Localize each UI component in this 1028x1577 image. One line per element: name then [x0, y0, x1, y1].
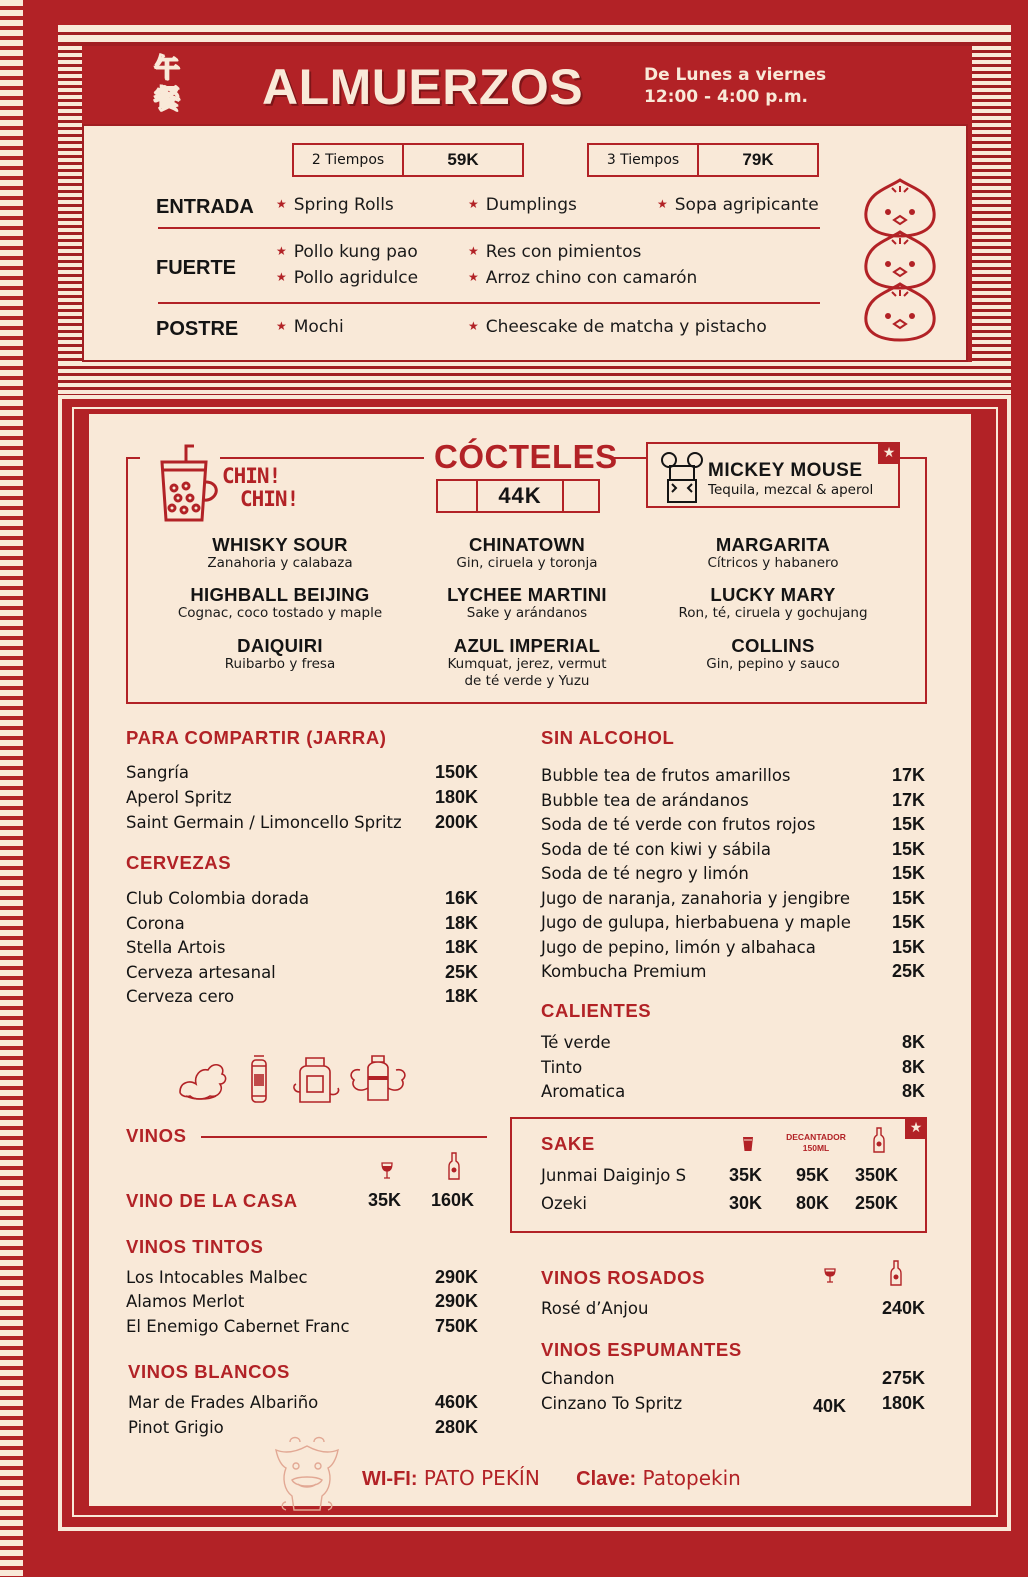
sake-cup-icon [742, 1136, 754, 1152]
cocktails-title: CÓCTELES [434, 438, 618, 475]
menu-item: Stella Artois 18K [126, 937, 478, 957]
section-title-vinos-blancos: VINOS BLANCOS [128, 1361, 290, 1382]
menu-item: Soda de té verde con frutos rojos 15K [541, 814, 925, 834]
bubble-tea-icon [156, 442, 222, 524]
menu-item: Sangría 150K [126, 762, 478, 782]
menu-item: Té verde 8K [541, 1032, 925, 1052]
menu-item: Jugo de pepino, limón y albahaca 15K [541, 937, 925, 957]
cocktail-item: HIGHBALL BEIJING Cognac, coco tostado y maple [177, 584, 383, 621]
menu-item: Saint Germain / Limoncello Spritz 200K [126, 812, 478, 832]
option-price: 59K [447, 150, 479, 169]
section-title-cervezas: CERVEZAS [126, 852, 232, 873]
glass-price: 40K [813, 1396, 847, 1416]
option-2-tiempos [292, 143, 524, 177]
dish-item: ★ Pollo agridulce [276, 268, 419, 288]
sake-item-name: Ozeki [541, 1194, 587, 1213]
cocktail-item: AZUL IMPERIAL Kumquat, jerez, vermut de té verde y Yuzu [447, 635, 607, 689]
section-title-sin-alcohol: SIN ALCOHOL [541, 727, 675, 748]
decorative-chinese-icons [174, 1052, 408, 1106]
course-fuerte: FUERTE [156, 257, 236, 279]
stacked-bao-icon [858, 176, 942, 346]
course-entrada: ENTRADA [156, 196, 254, 218]
star-icon: ★ [468, 197, 479, 211]
star-icon: ★ [276, 319, 287, 333]
lunch-title: ALMUERZOS [262, 59, 584, 115]
menu-item: Soda de té negro y limón 15K [541, 863, 925, 883]
course-postre: POSTRE [156, 318, 239, 340]
section-title-vinos-tintos: VINOS TINTOS [126, 1236, 264, 1257]
star-icon: ★ [878, 442, 900, 464]
badge-line: CHIN! [222, 464, 281, 488]
sake-item-name: Junmai Daiginjo S [541, 1166, 687, 1185]
menu-item: Cinzano To Spritz 180K [541, 1393, 925, 1413]
cocktail-item: MARGARITA Cítricos y habanero [707, 534, 839, 571]
dish-item: ★ Cheescake de matcha y pistacho [468, 317, 767, 337]
menu-item: Club Colombia dorada 16K [126, 888, 478, 908]
lunch-kanji [150, 54, 184, 116]
star-icon: ★ [468, 270, 479, 284]
option-label: 3 Tiempos [589, 145, 699, 175]
star-icon: ★ [468, 244, 479, 258]
dish-item: ★ Res con pimientos [468, 242, 642, 262]
sake-decanter-price: 80K [796, 1193, 830, 1213]
featured-cocktail [646, 442, 900, 508]
wifi-info [362, 1466, 741, 1491]
star-icon: ★ [468, 319, 479, 333]
cocktail-item: COLLINS Gin, pepino y sauco [706, 635, 840, 672]
menu-item: Chandon 275K [541, 1368, 925, 1388]
menu-item: Aromatica 8K [541, 1081, 925, 1101]
dish-item: ★ Arroz chino con camarón [468, 268, 698, 288]
menu-item: Bubble tea de frutos amarillos 17K [541, 765, 925, 785]
section-title-vinos-rosados: VINOS ROSADOS [541, 1267, 706, 1288]
kanji-char: 餐 [153, 85, 180, 115]
lunch-days: De Lunes a viernes [644, 65, 827, 85]
divider [201, 1136, 487, 1138]
menu-item: Bubble tea de arándanos 17K [541, 790, 925, 810]
option-label: 2 Tiempos [294, 145, 404, 175]
dish-item: ★ Mochi [276, 317, 344, 337]
dish-item: ★ Pollo kung pao [276, 242, 418, 262]
left-edge-stripes [0, 0, 23, 1577]
bottle-icon [890, 1260, 902, 1286]
star-icon: ★ [276, 197, 287, 211]
badge-line: CHIN! [240, 487, 299, 511]
cocktails-price-box [436, 479, 600, 513]
vino-de-la-casa: VINO DE LA CASA [126, 1190, 298, 1211]
menu-item: Los Intocables Malbec 290K [126, 1267, 478, 1287]
kanji-char: 午 [153, 54, 180, 84]
menu-item: Cerveza cero 18K [126, 986, 478, 1006]
wine-glass-icon [824, 1268, 836, 1284]
star-icon: ★ [905, 1117, 927, 1139]
menu-item: Soda de té con kiwi y sábila 15K [541, 839, 925, 859]
section-title-calientes: CALIENTES [541, 1000, 652, 1021]
menu-item: Jugo de naranja, zanahoria y jengibre 15K [541, 888, 925, 908]
sake-glass-price: 30K [729, 1193, 763, 1213]
chin-chin-badge [222, 465, 298, 511]
menu-item: Kombucha Premium 25K [541, 961, 925, 981]
bottle-icon [873, 1127, 885, 1153]
wifi-label: WI-FI: [362, 1468, 418, 1490]
menu-item: Alamos Merlot 290K [126, 1291, 478, 1311]
section-title-sake: SAKE [541, 1133, 595, 1154]
menu-item: Jugo de gulupa, hierbabuena y maple 15K [541, 912, 925, 932]
cocktail-item: LUCKY MARY Ron, té, ciruela y gochujang [678, 584, 868, 621]
cocktail-item: LYCHEE MARTINI Sake y arándanos [447, 584, 607, 621]
star-icon: ★ [276, 270, 287, 284]
dish-item: ★ Sopa agripicante [657, 195, 819, 215]
divider [158, 227, 820, 229]
section-title-vinos-espumantes: VINOS ESPUMANTES [541, 1339, 742, 1360]
menu-item: El Enemigo Cabernet Franc 750K [126, 1316, 478, 1336]
menu-item: Tinto 8K [541, 1057, 925, 1077]
dish-item: ★ Spring Rolls [276, 195, 394, 215]
star-icon: ★ [276, 244, 287, 258]
section-title-vinos: VINOS [126, 1125, 187, 1146]
glass-price: 35K [368, 1190, 402, 1210]
menu-item: Mar de Frades Albariño 460K [128, 1392, 478, 1412]
sake-bottle-price: 350K [855, 1165, 899, 1185]
menu-item: Cerveza artesanal 25K [126, 962, 478, 982]
featured-desc: Tequila, mezcal & aperol [708, 482, 874, 498]
decanter-label: DECANTADOR 150ML [786, 1132, 846, 1153]
foo-dog-icon [270, 1436, 344, 1512]
cocktail-item: DAIQUIRI Ruibarbo y fresa [224, 635, 336, 672]
lunch-time: 12:00 - 4:00 p.m. [644, 87, 809, 107]
divider [158, 302, 820, 304]
menu-item: Corona 18K [126, 913, 478, 933]
lunch-hours [644, 64, 826, 108]
wifi-password: Patopekin [642, 1466, 741, 1490]
password-label: Clave: [576, 1468, 637, 1490]
bottle-icon [448, 1152, 460, 1180]
menu-item: Rosé d’Anjou 240K [541, 1298, 925, 1318]
option-price: 79K [742, 150, 774, 169]
lunch-bottom-stripes [58, 362, 1011, 395]
cocktails-price: 44K [476, 481, 564, 511]
wifi-network: PATO PEKÍN [423, 1466, 540, 1490]
menu-item: Pinot Grigio 280K [128, 1417, 478, 1437]
section-title-para-compartir: PARA COMPARTIR (JARRA) [126, 727, 387, 748]
dish-item: ★ Dumplings [468, 195, 577, 215]
sake-decanter-price: 95K [796, 1165, 830, 1185]
star-icon: ★ [657, 197, 668, 211]
featured-name: MICKEY MOUSE [708, 460, 863, 481]
sake-bottle-price: 250K [855, 1193, 899, 1213]
menu-item: Aperol Spritz 180K [126, 787, 478, 807]
bottle-price: 160K [431, 1190, 475, 1210]
option-3-tiempos [587, 143, 819, 177]
cocktail-item: WHISKY SOUR Zanahoria y calabaza [207, 534, 353, 571]
wine-glass-icon [381, 1162, 393, 1180]
mickey-bear-icon [660, 450, 704, 504]
cocktail-item: CHINATOWN Gin, ciruela y toronja [456, 534, 598, 571]
sake-glass-price: 35K [729, 1165, 763, 1185]
